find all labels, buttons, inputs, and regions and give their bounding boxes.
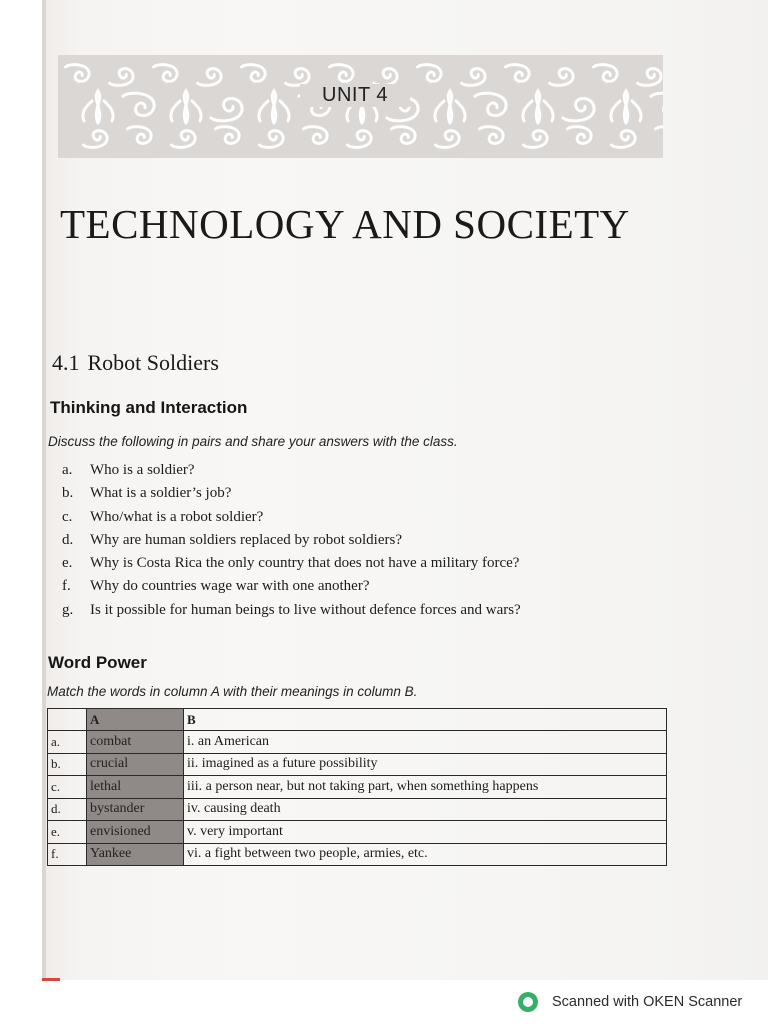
row-letter: c. — [48, 776, 87, 799]
question-text: What is a soldier’s job? — [90, 485, 232, 502]
match-instruction: Match the words in column A with their meanings in column B. — [47, 684, 418, 699]
list-item — [62, 575, 521, 598]
row-meaning: i. an American — [184, 731, 667, 754]
scanner-watermark — [518, 990, 742, 1014]
column-a-header: A — [87, 709, 184, 731]
match-table — [47, 708, 667, 866]
section-number: 4.1 — [52, 350, 80, 375]
page-title: TECHNOLOGY AND SOCIETY — [60, 201, 630, 247]
list-item — [62, 599, 521, 622]
row-letter: e. — [48, 821, 87, 844]
table-row — [48, 821, 667, 844]
row-word: Yankee — [87, 843, 184, 866]
question-text: Is it possible for human beings to live without defence forces and wars? — [90, 601, 521, 618]
unit-label: UNIT 4 — [300, 84, 410, 107]
row-letter: d. — [48, 798, 87, 821]
question-letter: d. — [62, 531, 74, 548]
table-row — [48, 753, 667, 776]
table-row — [48, 843, 667, 866]
row-letter: f. — [48, 843, 87, 866]
table-row — [48, 776, 667, 799]
row-word: envisioned — [87, 821, 184, 844]
question-text: Why is Costa Rica the only country that does not have a military force? — [90, 555, 520, 572]
question-text: Who/what is a robot soldier? — [90, 508, 264, 525]
row-word: combat — [87, 731, 184, 754]
list-item — [62, 529, 521, 552]
question-text: Why are human soldiers replaced by robot soldiers? — [90, 531, 402, 548]
row-meaning: vi. a fight between two people, armies, etc. — [184, 843, 667, 866]
oken-scanner-logo-icon — [518, 992, 538, 1012]
section-heading — [52, 350, 219, 376]
list-item — [62, 506, 521, 529]
question-letter: f. — [62, 578, 71, 595]
column-b-header: B — [184, 709, 667, 731]
question-text: Why do countries wage war with one another? — [90, 578, 370, 595]
thinking-heading: Thinking and Interaction — [50, 398, 248, 417]
scanner-text: Scanned with OKEN Scanner — [552, 994, 743, 1010]
question-list — [62, 459, 521, 622]
question-letter: g. — [62, 601, 74, 618]
row-meaning: iii. a person near, but not taking part, when something happens — [184, 776, 667, 799]
margin-mark — [42, 978, 60, 981]
row-word: bystander — [87, 798, 184, 821]
list-item — [62, 459, 521, 482]
word-power-heading: Word Power — [48, 653, 147, 672]
list-item — [62, 482, 521, 505]
row-meaning: ii. imagined as a future possibility — [184, 753, 667, 776]
list-item — [62, 552, 521, 575]
row-letter: a. — [48, 731, 87, 754]
table-header-row — [48, 709, 667, 731]
question-letter: e. — [62, 555, 73, 572]
table-row — [48, 731, 667, 754]
question-letter: b. — [62, 485, 74, 502]
row-letter: b. — [48, 753, 87, 776]
row-meaning: iv. causing death — [184, 798, 667, 821]
header-letter-cell — [48, 709, 87, 731]
row-word: lethal — [87, 776, 184, 799]
discuss-instruction: Discuss the following in pairs and share your answers with the class. — [48, 434, 458, 449]
question-letter: a. — [62, 462, 73, 478]
question-letter: c. — [62, 508, 73, 525]
row-word: crucial — [87, 753, 184, 776]
row-meaning: v. very important — [184, 821, 667, 844]
section-title: Robot Soldiers — [87, 350, 219, 375]
question-text: Who is a soldier? — [90, 462, 195, 478]
table-row — [48, 798, 667, 821]
